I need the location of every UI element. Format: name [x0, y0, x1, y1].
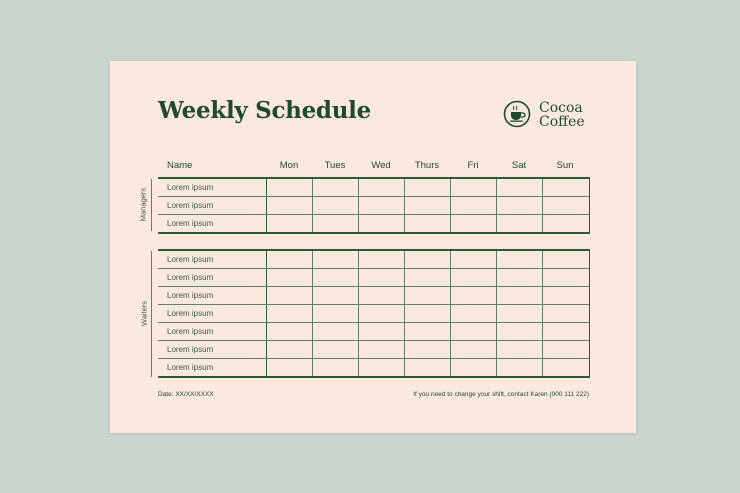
cell[interactable]: [404, 179, 405, 196]
brand-line-1: Cocoa: [539, 100, 583, 116]
cell[interactable]: [358, 269, 359, 286]
cell[interactable]: [404, 323, 405, 340]
cell[interactable]: [404, 287, 405, 304]
header-tues: Tues: [324, 160, 346, 171]
header-name: Name: [167, 160, 193, 171]
cell[interactable]: [358, 215, 359, 232]
table-row: [158, 305, 589, 323]
managers-table: [158, 177, 590, 234]
cell[interactable]: [266, 179, 267, 196]
table-row: [158, 197, 589, 215]
cell[interactable]: [542, 269, 543, 286]
cell[interactable]: [266, 341, 267, 358]
cell[interactable]: [358, 341, 359, 358]
cell[interactable]: [358, 359, 359, 376]
cell[interactable]: [266, 197, 267, 214]
header-fri: Fri: [467, 160, 479, 171]
header-thurs: Thurs: [414, 160, 440, 171]
managers-divider: [151, 179, 152, 231]
brand-line-2: Coffee: [539, 114, 585, 130]
cell[interactable]: [496, 341, 497, 358]
cell[interactable]: [312, 323, 313, 340]
table-row: [158, 323, 589, 341]
cell[interactable]: [404, 269, 405, 286]
cell[interactable]: [450, 323, 451, 340]
cell[interactable]: [542, 251, 543, 268]
table-row: [158, 251, 589, 269]
row-name: Lorem ipsum: [167, 291, 214, 300]
cell[interactable]: [450, 269, 451, 286]
cell[interactable]: [496, 179, 497, 196]
cell[interactable]: [358, 197, 359, 214]
cell[interactable]: [542, 287, 543, 304]
cell[interactable]: [312, 215, 313, 232]
page-title: Weekly Schedule: [158, 97, 371, 124]
cell[interactable]: [312, 287, 313, 304]
row-name: Lorem ipsum: [167, 255, 214, 264]
header-mon: Mon: [279, 160, 299, 171]
cell[interactable]: [496, 269, 497, 286]
group-label-waiters: Waiters: [139, 300, 149, 327]
cell[interactable]: [312, 359, 313, 376]
cell[interactable]: [450, 251, 451, 268]
cell[interactable]: [358, 323, 359, 340]
table-row: [158, 269, 589, 287]
cell[interactable]: [496, 287, 497, 304]
cell[interactable]: [266, 287, 267, 304]
cell[interactable]: [542, 323, 543, 340]
cell[interactable]: [542, 197, 543, 214]
cell[interactable]: [312, 341, 313, 358]
cell[interactable]: [358, 179, 359, 196]
cell[interactable]: [312, 179, 313, 196]
cell[interactable]: [312, 251, 313, 268]
cell[interactable]: [266, 305, 267, 322]
cell[interactable]: [542, 305, 543, 322]
cell[interactable]: [312, 305, 313, 322]
table-row: [158, 341, 589, 359]
row-name: Lorem ipsum: [167, 363, 214, 372]
cell[interactable]: [542, 179, 543, 196]
cell[interactable]: [450, 287, 451, 304]
row-name: Lorem ipsum: [167, 201, 214, 210]
cell[interactable]: [542, 341, 543, 358]
cell[interactable]: [496, 323, 497, 340]
header-sun: Sun: [556, 160, 574, 171]
footer-date: Date: XX/XX/XXXX: [158, 391, 214, 398]
row-name: Lorem ipsum: [167, 183, 214, 192]
cell[interactable]: [266, 323, 267, 340]
cell[interactable]: [450, 305, 451, 322]
coffee-cup-icon: [503, 100, 531, 128]
schedule-sheet: [110, 61, 636, 433]
table-row: [158, 215, 589, 232]
cell[interactable]: [266, 215, 267, 232]
cell[interactable]: [450, 197, 451, 214]
row-name: Lorem ipsum: [167, 273, 214, 282]
column-headers: [158, 160, 589, 174]
cell[interactable]: [450, 179, 451, 196]
cell[interactable]: [358, 305, 359, 322]
cell[interactable]: [266, 359, 267, 376]
cell[interactable]: [542, 359, 543, 376]
cell[interactable]: [404, 197, 405, 214]
group-label-managers: Managers: [138, 187, 148, 222]
brand-logo: [503, 100, 613, 134]
cell[interactable]: [358, 251, 359, 268]
cell[interactable]: [450, 215, 451, 232]
cell[interactable]: [404, 215, 405, 232]
header-wed: Wed: [371, 160, 391, 171]
header-sat: Sat: [511, 160, 527, 171]
cell[interactable]: [404, 305, 405, 322]
cell[interactable]: [496, 305, 497, 322]
row-name: Lorem ipsum: [167, 327, 214, 336]
waiters-divider: [151, 251, 152, 377]
cell[interactable]: [496, 251, 497, 268]
cell[interactable]: [496, 359, 497, 376]
cell[interactable]: [358, 287, 359, 304]
row-name: Lorem ipsum: [167, 219, 214, 228]
cell[interactable]: [312, 197, 313, 214]
table-row: [158, 287, 589, 305]
row-name: Lorem ipsum: [167, 345, 214, 354]
brand-name: [539, 101, 585, 129]
footer-note: If you need to change your shift, contact Karen (000 111 222): [413, 391, 589, 398]
cell[interactable]: [496, 215, 497, 232]
table-row: [158, 359, 589, 376]
cell[interactable]: [312, 269, 313, 286]
cell[interactable]: [450, 341, 451, 358]
cell[interactable]: [266, 251, 267, 268]
table-row: [158, 179, 589, 197]
waiters-table: [158, 249, 590, 378]
cell[interactable]: [404, 251, 405, 268]
cell[interactable]: [496, 197, 497, 214]
cell[interactable]: [404, 341, 405, 358]
cell[interactable]: [450, 359, 451, 376]
cell[interactable]: [404, 359, 405, 376]
row-name: Lorem ipsum: [167, 309, 214, 318]
cell[interactable]: [266, 269, 267, 286]
cell[interactable]: [542, 215, 543, 232]
